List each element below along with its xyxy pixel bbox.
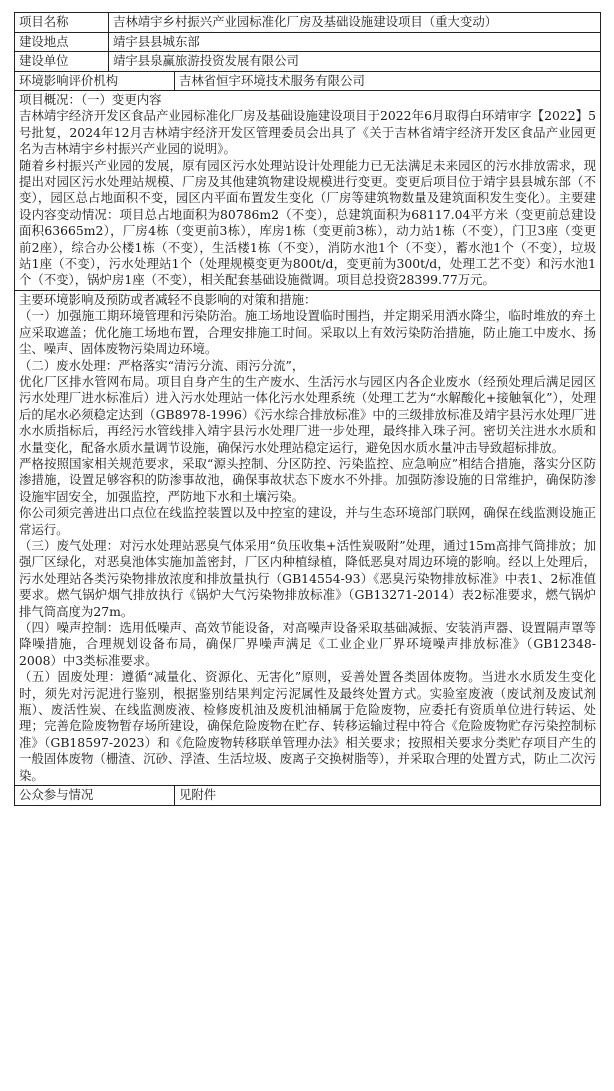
row-location [15, 33, 600, 53]
project-name-label: 项目名称 [15, 13, 109, 32]
measures-paragraph: 优化厂区排水管网布局。项目自身产生的生产废水、生活污水与园区内各企业废水（经预处理后满足园区污水处理厂进水标准后）进入污水处理站一体化污水处理系统（处理工艺为“水解酸化+接触氧化”），处理后的尾水必须稳定达到（GB8978-1996）《污水综合排放标准》中的三级排放标准及靖宇县污水处理厂进水水质指标后，再经污水管线排入靖宇县污水处理厂进一步处理，最终排入珠子河。密切关注进水水质和水量变化，配备水质水量调节设施，确保污水处理站稳定运行，避免因水质水量冲击导致超标排放。 [19, 373, 596, 455]
document-table [14, 12, 601, 806]
row-measures [15, 291, 600, 786]
row-project-name [15, 13, 600, 33]
row-unit [15, 52, 600, 72]
measures-block [15, 291, 600, 785]
measures-paragraph: 你公司须完善进出口点位在线监控装置以及中控室的建设，并与生态环境部门联网，确保在线监测设施正常运行。 [19, 505, 596, 537]
measures-paragraph: （二）废水处理：严格落实“清污分流、雨污分流”， [19, 357, 305, 373]
overview-paragraph: 吉林靖宇经济开发区食品产业园标准化厂房及基础设施建设项目于2022年6月取得白环靖审字【2022】5号批复，2024年12月吉林靖宇经济开发区管理委员会出具了《关于吉林省靖宇经济开发区食品产业园更名为吉林靖宇乡村振兴产业园的说明》。 [19, 108, 596, 157]
location-label: 建设地点 [15, 33, 109, 52]
row-eia [15, 72, 600, 92]
unit-value: 靖宇县泉赢旅游投资发展有限公司 [113, 53, 299, 68]
row-overview [15, 91, 600, 291]
public-label: 公众参与情况 [15, 786, 175, 805]
measures-paragraph: （三）废气处理：对污水处理站恶臭气体采用“负压收集+活性炭吸附”处理，通过15m高排气筒排放；加强厂区绿化，对恶臭池体实施加盖密封，厂区内种植绿植，降低恶臭对周边环境的影响。经以上处理后，污水处理站各类污染物排放浓度和排放量执行（GB14554-93）《恶臭污染物排放标准》中表1、2标准值要求。燃气锅炉烟气排放执行《锅炉大气污染物排放标准》（GB13271-2014）表2标准要求，燃气锅炉排气筒高度为27m。 [19, 537, 596, 619]
overview-block [15, 91, 600, 290]
unit-label: 建设单位 [15, 52, 109, 71]
eia-value: 吉林省恒宇环境技术服务有限公司 [179, 72, 365, 88]
row-public [15, 786, 600, 805]
measures-paragraph: 严格按照国家相关规范要求，采取“源头控制、分区防控、污染监控、应急响应”相结合措施，落实分区防渗措施，设置足够容积的防渗事故池，确保事故状态下废水不外排。加强防渗设施的日常维护，确保防渗设施牢固安全，加强监控，严防地下水和土壤污染。 [19, 455, 596, 504]
project-name-value: 吉林靖宇乡村振兴产业园标准化厂房及基础设施建设项目（重大变动） [113, 14, 498, 29]
overview-paragraph: 随着乡村振兴产业园的发展，原有园区污水处理站设计处理能力已无法满足未来园区的污水排放需求，现提出对园区污水处理站规模、厂房及其他建筑物建设规模进行变更。变更后项目位于靖宇县县城东部（不变），园区总占地面积不变，园区内平面布置发生变化（厂房等建筑物数量及建筑面积发生变化）。主要建设内容变动情况：项目总占地面积为80786m2（不变），总建筑面积为68117.04平方米（变更前总建设面积63665m2），厂房4栋（变更前3栋），库房1栋（变更前3栋），动力站1栋（不变），门卫3座（变更前2座），综合办公楼1栋（不变），生活楼1栋（不变），消防水池1个（不变），蓄水池1个（不变），垃圾站1座（不变），污水处理站1个（处理规模变更为800t/d，变更前为300t/d，处理工艺不变）和污水池1个（不变），锅炉房1座（不变），相关配套基础设施微调。项目总投资28399.77万元。 [19, 157, 596, 288]
measures-paragraph: （一）加强施工期环境管理和污染防治。施工场地设置临时围挡，并定期采用洒水降尘，临时堆放的弃土应采取遮盖；优化施工场地布置，合理安排施工时间。采取以上有效污染防治措施，防止施工中废水、扬尘、噪声、固体废物污染周边环境。 [19, 308, 596, 357]
location-value: 靖宇县县城东部 [113, 33, 200, 49]
measures-heading: 主要环境影响及预防或者减轻不良影响的对策和措施： [19, 291, 317, 307]
measures-paragraph: （五）固废处理：遵循“减量化、资源化、无害化”原则，妥善处置各类固体废物。当进水水质发生变化时，须先对污泥进行鉴别，根据鉴别结果判定污泥属性及最终处置方式。实验室废液（废试剂及废试剂瓶）、废活性炭、在线监测废液、检修废机油及废机油桶属于危险废物，应委托有资质单位进行转运、处理；完善危险废物暂存场所建设，确保危险废物在贮存、转移运输过程中符合《危险废物贮存污染控制标准》（GB18597-2023）和《危险废物转移联单管理办法》相关要求；按照相关要求分类贮存项目产生的一般固体废物（栅渣、沉砂、浮渣、生活垃圾、废离子交换树脂等），并采取合理的处置方式，防止二次污染。 [19, 669, 596, 783]
public-value: 见附件 [179, 787, 217, 803]
eia-label: 环境影响评价机构 [15, 72, 175, 91]
overview-heading: 项目概况：（一）变更内容 [19, 92, 162, 107]
measures-paragraph: （四）噪声控制：选用低噪声、高效节能设备，对高噪声设备采取基础减振、安装消声器、设置隔声罩等降噪措施，合理规划设备布局，确保厂界噪声满足《工业企业厂界环境噪声排放标准》（GB12348-2008）中3类标准要求。 [19, 620, 596, 668]
